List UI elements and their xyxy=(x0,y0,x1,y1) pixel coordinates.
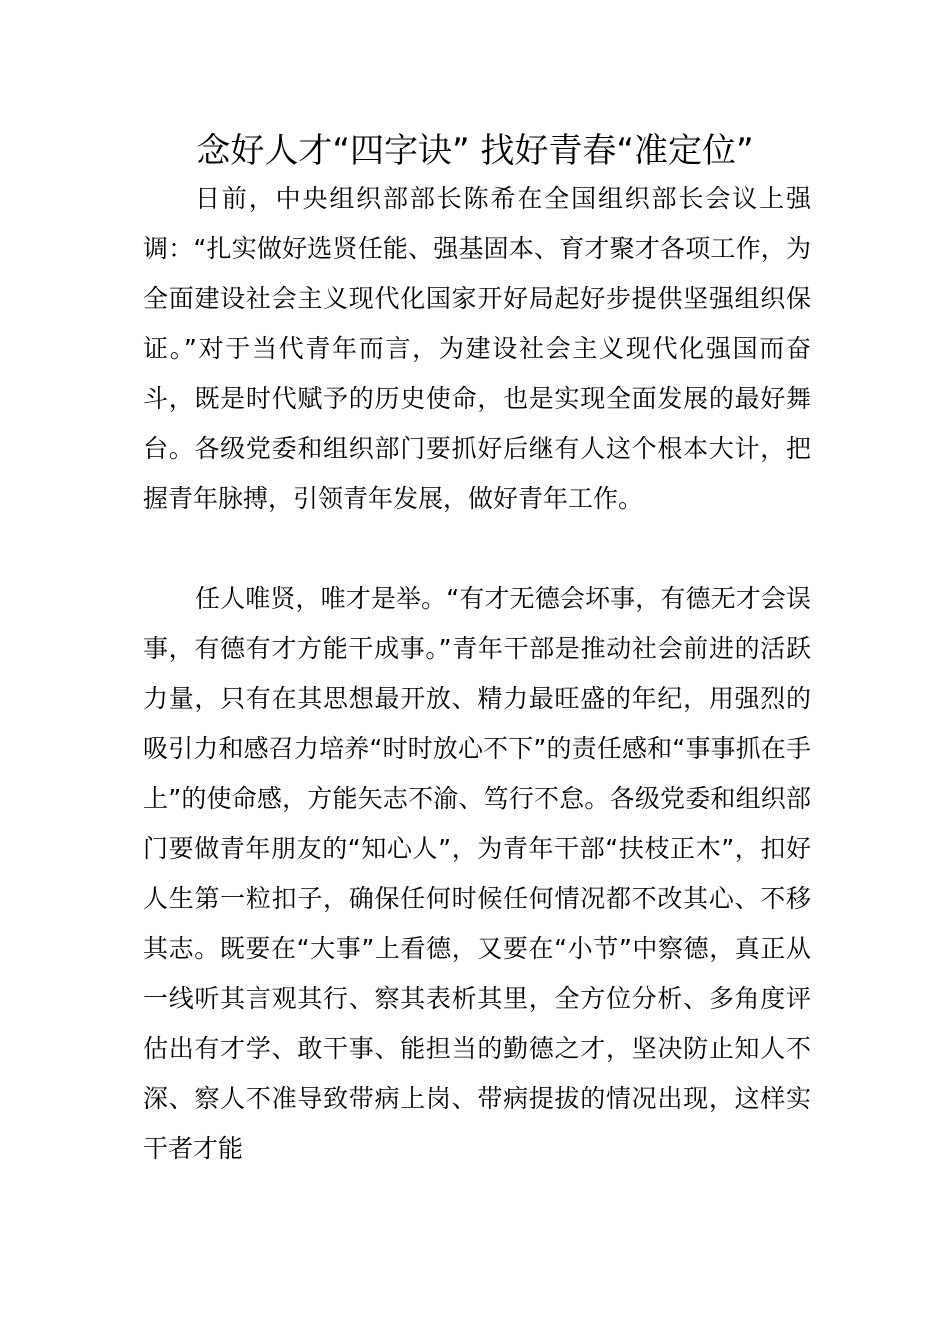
paragraph-2: 任人唯贤，唯才是举。“有才无德会坏事，有德无才会误事，有德有才方能干成事。”青年干部是推动社会前进的活跃力量，只有在其思想最开放、精力最旺盛的年纪，用强烈的吸引力和感召力培养“时时放心不下”的责任感和“事事抓在手上”的使命感，方能矢志不渝、笃行不怠。各级党委和组织部门要做青年朋友的“知心人”，为青年干部“扶枝正木”，扣好人生第一粒扣子，确保任何时候任何情况都不改其心、不移其志。既要在“大事”上看德，又要在“小节”中察德，真正从一线听其言观其行、察其表析其里，全方位分析、多角度评估出有才学、敢干事、能担当的勤德之才，坚决防止知人不深、察人不准导致带病上岗、带病提拔的情况出现，这样实干者才能 xyxy=(143,584,811,1163)
paragraph-spacer xyxy=(143,524,811,574)
paragraph-1: 日前，中央组织部部长陈希在全国组织部长会议上强调：“扎实做好选贤任能、强基固本、育才聚才各项工作，为全面建设社会主义现代化国家开好局起好步提供坚强组织保证。”对于当代青年而言，为建设社会主义现代化强国而奋斗，既是时代赋予的历史使命，也是实现全面发展的最好舞台。各级党委和组织部门要抓好后继有人这个根本大计，把握青年脉搏，引领青年发展，做好青年工作。 xyxy=(143,184,811,513)
document-body xyxy=(143,174,811,1174)
document-title: 念好人才“四字诀” 找好青春“准定位” xyxy=(196,131,754,171)
